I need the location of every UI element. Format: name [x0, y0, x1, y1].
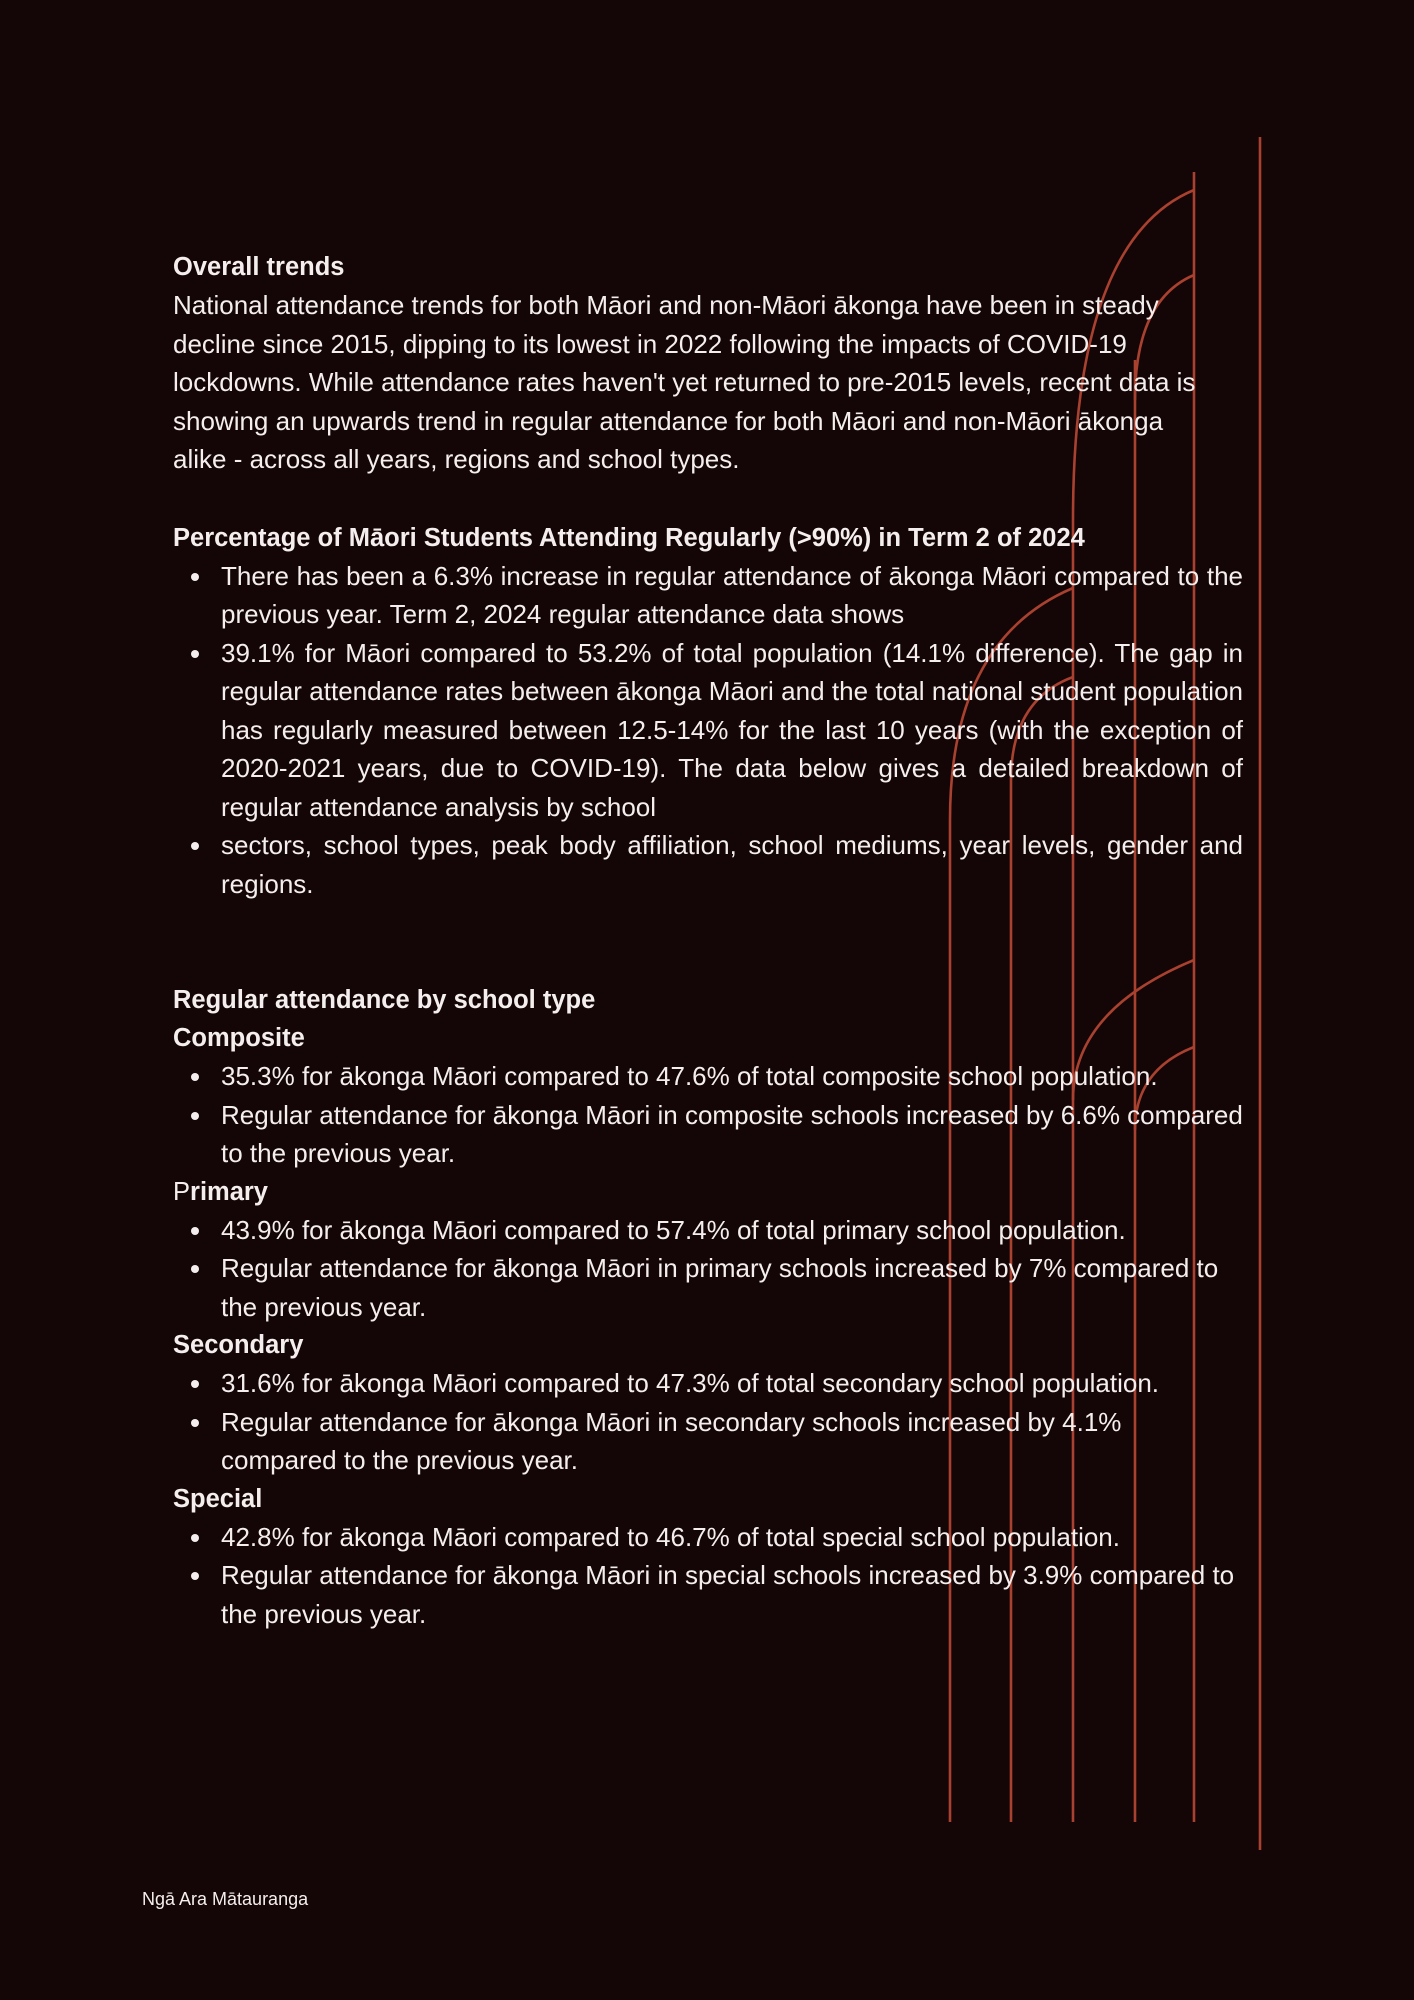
bullet-text: 42.8% for ākonga Māori compared to 46.7% of total special school population.	[221, 1521, 1120, 1552]
school-type-heading: Regular attendance by school type	[173, 986, 596, 1014]
secondary-bullet-list	[173, 1364, 1243, 1480]
term2-heading: Percentage of Māori Students Attending Regularly (>90%) in Term 2 of 2024	[173, 523, 1085, 552]
bullet-dot	[191, 1112, 199, 1120]
special-heading: Special	[173, 1484, 263, 1513]
bullet-dot	[191, 1227, 199, 1235]
list-item	[173, 1518, 1243, 1557]
bullet-text: 31.6% for ākonga Māori compared to 47.3% of total secondary school population.	[221, 1368, 1160, 1398]
overall-trends-text: National attendance trends for both Māori and non-Māori ākonga have been in steady decline since 2015, dipping to its lowest in 2022 following the impacts of COVID-19 lockdowns. While attendance rates haven't yet returned to pre-2015 levels, recent data is showing an upwards trend in regular attendance for both Māori and non-Māori ākonga alike - across all years, regions and school types.	[173, 290, 1196, 474]
overall-trends-heading: Overall trends	[173, 253, 345, 281]
bullet-text: Regular attendance for ākonga Māori in primary schools increased by 7% compared to the previous year.	[221, 1253, 1219, 1322]
bullet-dot	[191, 650, 199, 658]
bullet-text: There has been a 6.3% increase in regular attendance of ākonga Māori compared to the previous year. Term 2, 2024 regular attendance data shows	[221, 560, 1243, 629]
list-item	[173, 557, 1243, 634]
term2-bullet-list	[173, 557, 1243, 904]
list-item	[173, 1096, 1243, 1173]
list-item	[173, 1403, 1243, 1480]
primary-heading-rest: rimary	[190, 1177, 268, 1206]
bullet-text: Regular attendance for ākonga Māori in special schools increased by 3.9% compared to the previous year.	[221, 1560, 1235, 1629]
primary-bullet-list	[173, 1211, 1243, 1327]
list-item	[173, 826, 1243, 903]
primary-heading-first-letter: P	[173, 1177, 191, 1206]
bullet-text: Regular attendance for ākonga Māori in composite schools increased by 6.6% compared to the previous year.	[221, 1099, 1243, 1168]
list-item	[173, 1057, 1243, 1096]
overall-trends-section	[173, 248, 1243, 479]
footer-publication-name: Ngā Ara Mātauranga	[142, 1889, 309, 1909]
bullet-dot	[191, 1572, 199, 1580]
bullet-dot	[191, 1419, 199, 1427]
bullet-dot	[191, 1534, 199, 1542]
composite-heading: Composite	[173, 1024, 305, 1052]
list-item	[173, 1249, 1243, 1326]
list-item	[173, 1364, 1243, 1403]
list-item	[173, 1556, 1243, 1633]
bullet-dot	[191, 842, 199, 850]
bullet-dot	[191, 1380, 199, 1388]
list-item	[173, 634, 1243, 827]
page-content	[173, 248, 1243, 1633]
bullet-dot	[191, 573, 199, 581]
bullet-dot	[191, 1073, 199, 1081]
primary-heading	[173, 1173, 1243, 1211]
composite-bullet-list	[173, 1057, 1243, 1173]
secondary-heading: Secondary	[173, 1331, 304, 1359]
bullet-text: sectors, school types, peak body affiliation, school mediums, year levels, gender and regions.	[221, 830, 1243, 899]
bullet-text: Regular attendance for ākonga Māori in secondary schools increased by 4.1% compared to the previous year.	[221, 1406, 1122, 1475]
bullet-text: 35.3% for ākonga Māori compared to 47.6% of total composite school population.	[221, 1061, 1158, 1091]
bullet-text: 39.1% for Māori compared to 53.2% of total population (14.1% difference). The gap in regular attendance rates between ākonga Māori and the total national student population has regularly measured between 12.5-14% for the last 10 years (with the exception of 2020-2021 years, due to COVID-19). The data below gives a detailed breakdown of regular attendance analysis by school	[221, 637, 1243, 822]
list-item	[173, 1211, 1243, 1250]
special-bullet-list	[173, 1518, 1243, 1634]
school-type-section	[173, 981, 1243, 1633]
bullet-text: 43.9% for ākonga Māori compared to 57.4% of total primary school population.	[221, 1214, 1126, 1245]
term2-section	[173, 519, 1243, 904]
bullet-dot	[191, 1265, 199, 1273]
